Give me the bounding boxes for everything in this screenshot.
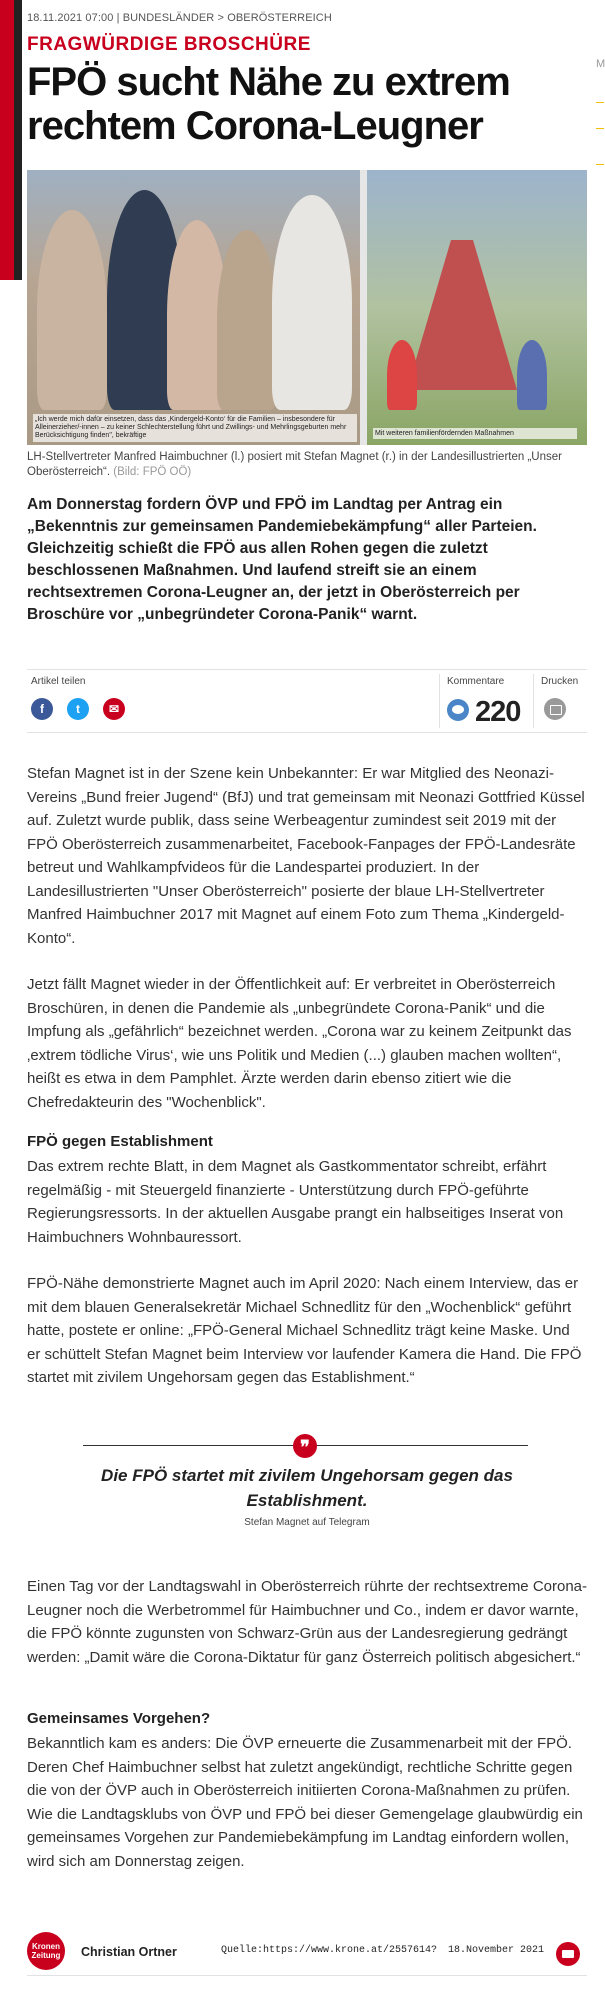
body-paragraph: Einen Tag vor der Landtagswahl in Oberösterreich rührte der rechtsextreme Corona-Leugner noch die Werbetrommel für Haimbuchner und Co., indem er davor warnte, die FPÖ könnte zugunsten von Schwarz-Grün aus der Landesregierung gedrängt werden: „Damit wäre die Corona-Diktatur für ganz Österreich politisch abgesichert.“ (27, 1578, 588, 1666)
pull-quote: Die FPÖ startet mit zivilem Ungehorsam gegen das Establishment. (101, 1466, 513, 1510)
photo-figure (272, 195, 352, 410)
footer (27, 1928, 587, 1976)
krone-logo (27, 1932, 65, 1970)
photo-playground (407, 240, 517, 390)
photo-overlay-text: „Ich werde mich dafür einsetzen, dass das ‚Kindergeld-Konto‘ für die Familien – insbesondere für Alleinerzieher/-innen – zu keiner Schlechterstellung führt und Zwillings- und Mehrlingsgeburten mehr Berücksichtigung finden", bekräftige (33, 414, 357, 442)
source-url[interactable]: Quelle:https://www.krone.at/2557614? (221, 1945, 438, 1956)
logo-line: Zeitung (31, 1951, 61, 1960)
body-paragraph: Bekanntlich kam es anders: Die ÖVP erneuerte die Zusammenarbeit mit der FPÖ. Deren Chef Haimbuchner selbst hat zuletzt angekündigt, rechtliche Schritte gegen die von der ÖVP auch in Oberösterreich initiierten Corona-Maßnahmen zu prüfen. Wie die Landtagsklubs von ÖVP und FPÖ bei dieser Gemengelage glaubwürdig ein gemeinsames Vorgehen zur Pandemiebekämpfung im Landtag einfordern wollen, wird sich am Donnerstag zeigen. (27, 1735, 583, 1870)
footer-divider (27, 1975, 587, 1976)
dateline[interactable]: 18.11.2021 07:00 | BUNDESLÄNDER > OBERÖSTERREICH (27, 12, 332, 24)
subheading: Gemeinsames Vorgehen? (27, 1710, 211, 1727)
comments-label: Kommentare (447, 676, 505, 687)
photo-figure (217, 230, 277, 410)
photo-overlay-text: Mit weiteren familienfördernden Maßnahmen (373, 428, 577, 439)
body-paragraph: Jetzt fällt Magnet wieder in der Öffentlichkeit auf: Er verbreitet in Oberösterreich Broschüren, in denen die Pandemie als „unbegründete Corona-Panik“ und die Impfung als „gefährlich“ bezeichnet werden. „Corona war zu keinem Zeitpunkt das ‚extrem tödliche Virus‘, wie uns Politik und Medien (...) glauben machen wollten“, heißt es etwa in dem Pamphlet. Ärzte werden darin ebenso zitiert wie die Chefredakteurin des "Wochenblick". (27, 976, 572, 1111)
print-label: Drucken (541, 676, 579, 687)
photo-figure (387, 340, 417, 410)
side-divider (596, 102, 604, 103)
caption-credit: (Bild: FPÖ OÖ) (113, 466, 192, 478)
side-column-ghost: M (596, 58, 605, 70)
mail-icon[interactable] (556, 1942, 580, 1966)
side-divider (596, 164, 604, 165)
twitter-share-button[interactable]: t (67, 698, 89, 720)
article-photo[interactable] (27, 170, 587, 445)
body-paragraph: Stefan Magnet ist in der Szene kein Unbekannter: Er war Mitglied des Neonazi-Vereins „Bund freier Jugend“ (BfJ) und trat gemeinsam mit Neonazi Gottfried Küssel auf. Zuletzt wurde publik, dass seine Werbeagentur zumindest seit 2019 mit der FPÖ Oberösterreich zusammenarbeitet, Facebook-Fanpages der FPÖ-Landesräte betreut und Wahlkampfvideos für die Landespartei produziert. In der Landesillustrierten "Unser Oberösterreich" posierte der blaue LH-Stellvertreter Manfred Haimbuchner 2017 mit Magnet auf einem Foto zum Thema „Kindergeld-Konto“. (27, 765, 585, 947)
comments-count[interactable]: 220 (475, 696, 521, 728)
quote-icon: ❞ (293, 1434, 317, 1458)
quote-source: Stefan Magnet auf Telegram (244, 1517, 370, 1528)
photo-left (27, 170, 360, 445)
share-label: Artikel teilen (31, 676, 86, 687)
side-divider (596, 128, 604, 129)
share-bar (27, 669, 587, 733)
body-paragraph: FPÖ-Nähe demonstrierte Magnet auch im April 2020: Nach einem Interview, das er mit dem blauen Generalsekretär Michael Schnedlitz für den „Wochenblick“ geführt hatte, postete er online: „FPÖ-General Michael Schnedlitz trägt keine Maske. Und er schüttelt Stefan Magnet beim Interview vor laufender Kamera die Hand. Die FPÖ startet mit zivilem Ungehorsam gegen das Establishment.“ (27, 1275, 582, 1386)
headline: FPÖ sucht Nähe zu extrem rechtem Corona-Leugner (27, 60, 510, 148)
brand-stripe (0, 0, 14, 280)
footer-date: 18.November 2021 (448, 1945, 545, 1956)
author-name: Christian Ortner (81, 1945, 177, 1959)
subheading: FPÖ gegen Establishment (27, 1133, 213, 1150)
share-divider (533, 674, 534, 728)
logo-line: Kronen (32, 1942, 60, 1951)
caption-text: LH-Stellvertreter Manfred Haimbuchner (l.) posiert mit Stefan Magnet (r.) in der Landesillustrierten „Unser Oberösterreich“. (27, 451, 562, 478)
share-divider (439, 674, 440, 728)
photo-figure (517, 340, 547, 410)
print-icon[interactable] (544, 698, 566, 720)
body-paragraph: Das extrem rechte Blatt, in dem Magnet als Gastkommentator schreibt, erfährt regelmäßig - mit Steuergeld finanzierte - Unterstützung durch FPÖ-geführte Regierungsressorts. In der aktuellen Ausgabe prangt ein halbseitiges Inserat von Haimbuchners Wohnbauressort. (27, 1158, 564, 1246)
photo-caption (27, 450, 587, 480)
facebook-share-button[interactable]: f (31, 698, 53, 720)
kicker: FRAGWÜRDIGE BROSCHÜRE (27, 34, 311, 55)
photo-figure (37, 210, 107, 410)
mail-share-button[interactable]: ✉ (103, 698, 125, 720)
photo-gap (360, 170, 367, 445)
photo-right (367, 170, 587, 445)
lead-paragraph: Am Donnerstag fordern ÖVP und FPÖ im Landtag per Antrag ein „Bekenntnis zur gemeinsamen Pandemiebekämpfung“ aller Parteien. Gleichzeitig schießt die FPÖ aus allen Rohen gegen die zuletzt beschlossenen Maßnahmen. Und laufend streift sie an einem rechtsextremen Corona-Leugner an, der jetzt in Oberösterreich per Broschüre vor „unbegründeter Corona-Panik“ warnt. (27, 496, 537, 623)
comments-icon[interactable] (447, 699, 469, 721)
